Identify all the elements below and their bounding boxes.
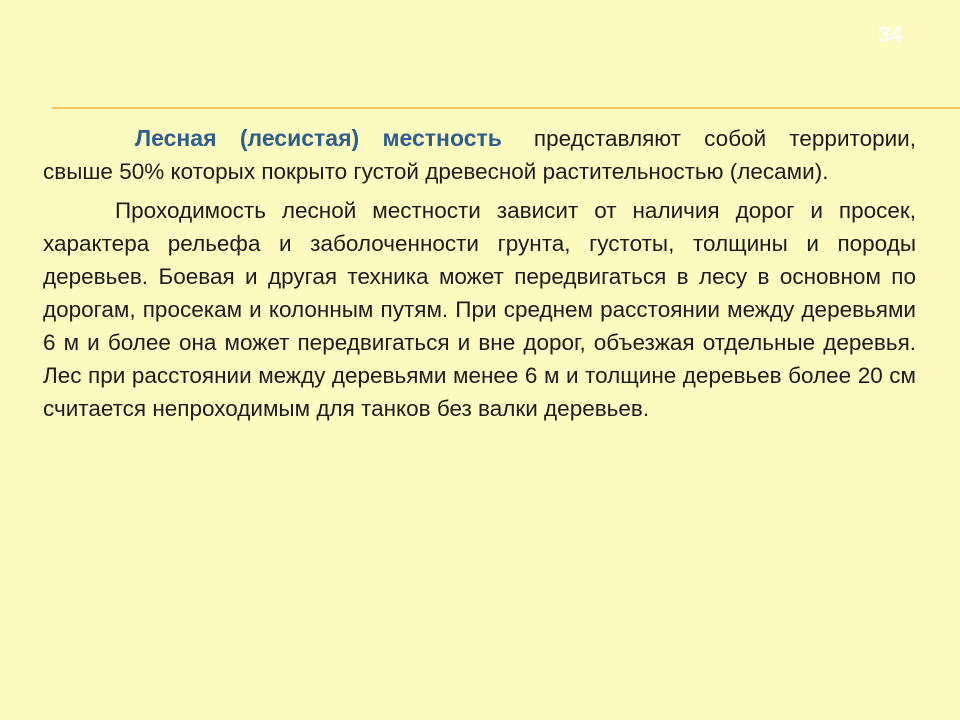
- passability-paragraph: Проходимость лесной местности зависит от наличия дорог и просек, характера рельефа и заболоченности грунта, густоты, толщины и породы деревьев. Боевая и другая техника может передвигаться в лесу в основном по дорогам, просекам и колонным путям. При среднем расстоянии между деревьями 6 м и более она может передвигаться и вне дорог, объезжая отдельные деревья. Лес при расстоянии между деревьями менее 6 м и толщине деревьев более 20 см считается непроходимым для танков без валки деревьев.: [43, 198, 916, 421]
- term-highlight: Лесная (лесистая) местность: [135, 125, 502, 151]
- slide-number: 34: [878, 22, 903, 47]
- header-divider: [52, 107, 960, 109]
- definition-text: представляют собой территории, свыше 50% которых покрыто густой древесной растительностью (лесами).: [43, 126, 916, 184]
- slide-body: [43, 122, 916, 425]
- definition-paragraph: [43, 122, 916, 188]
